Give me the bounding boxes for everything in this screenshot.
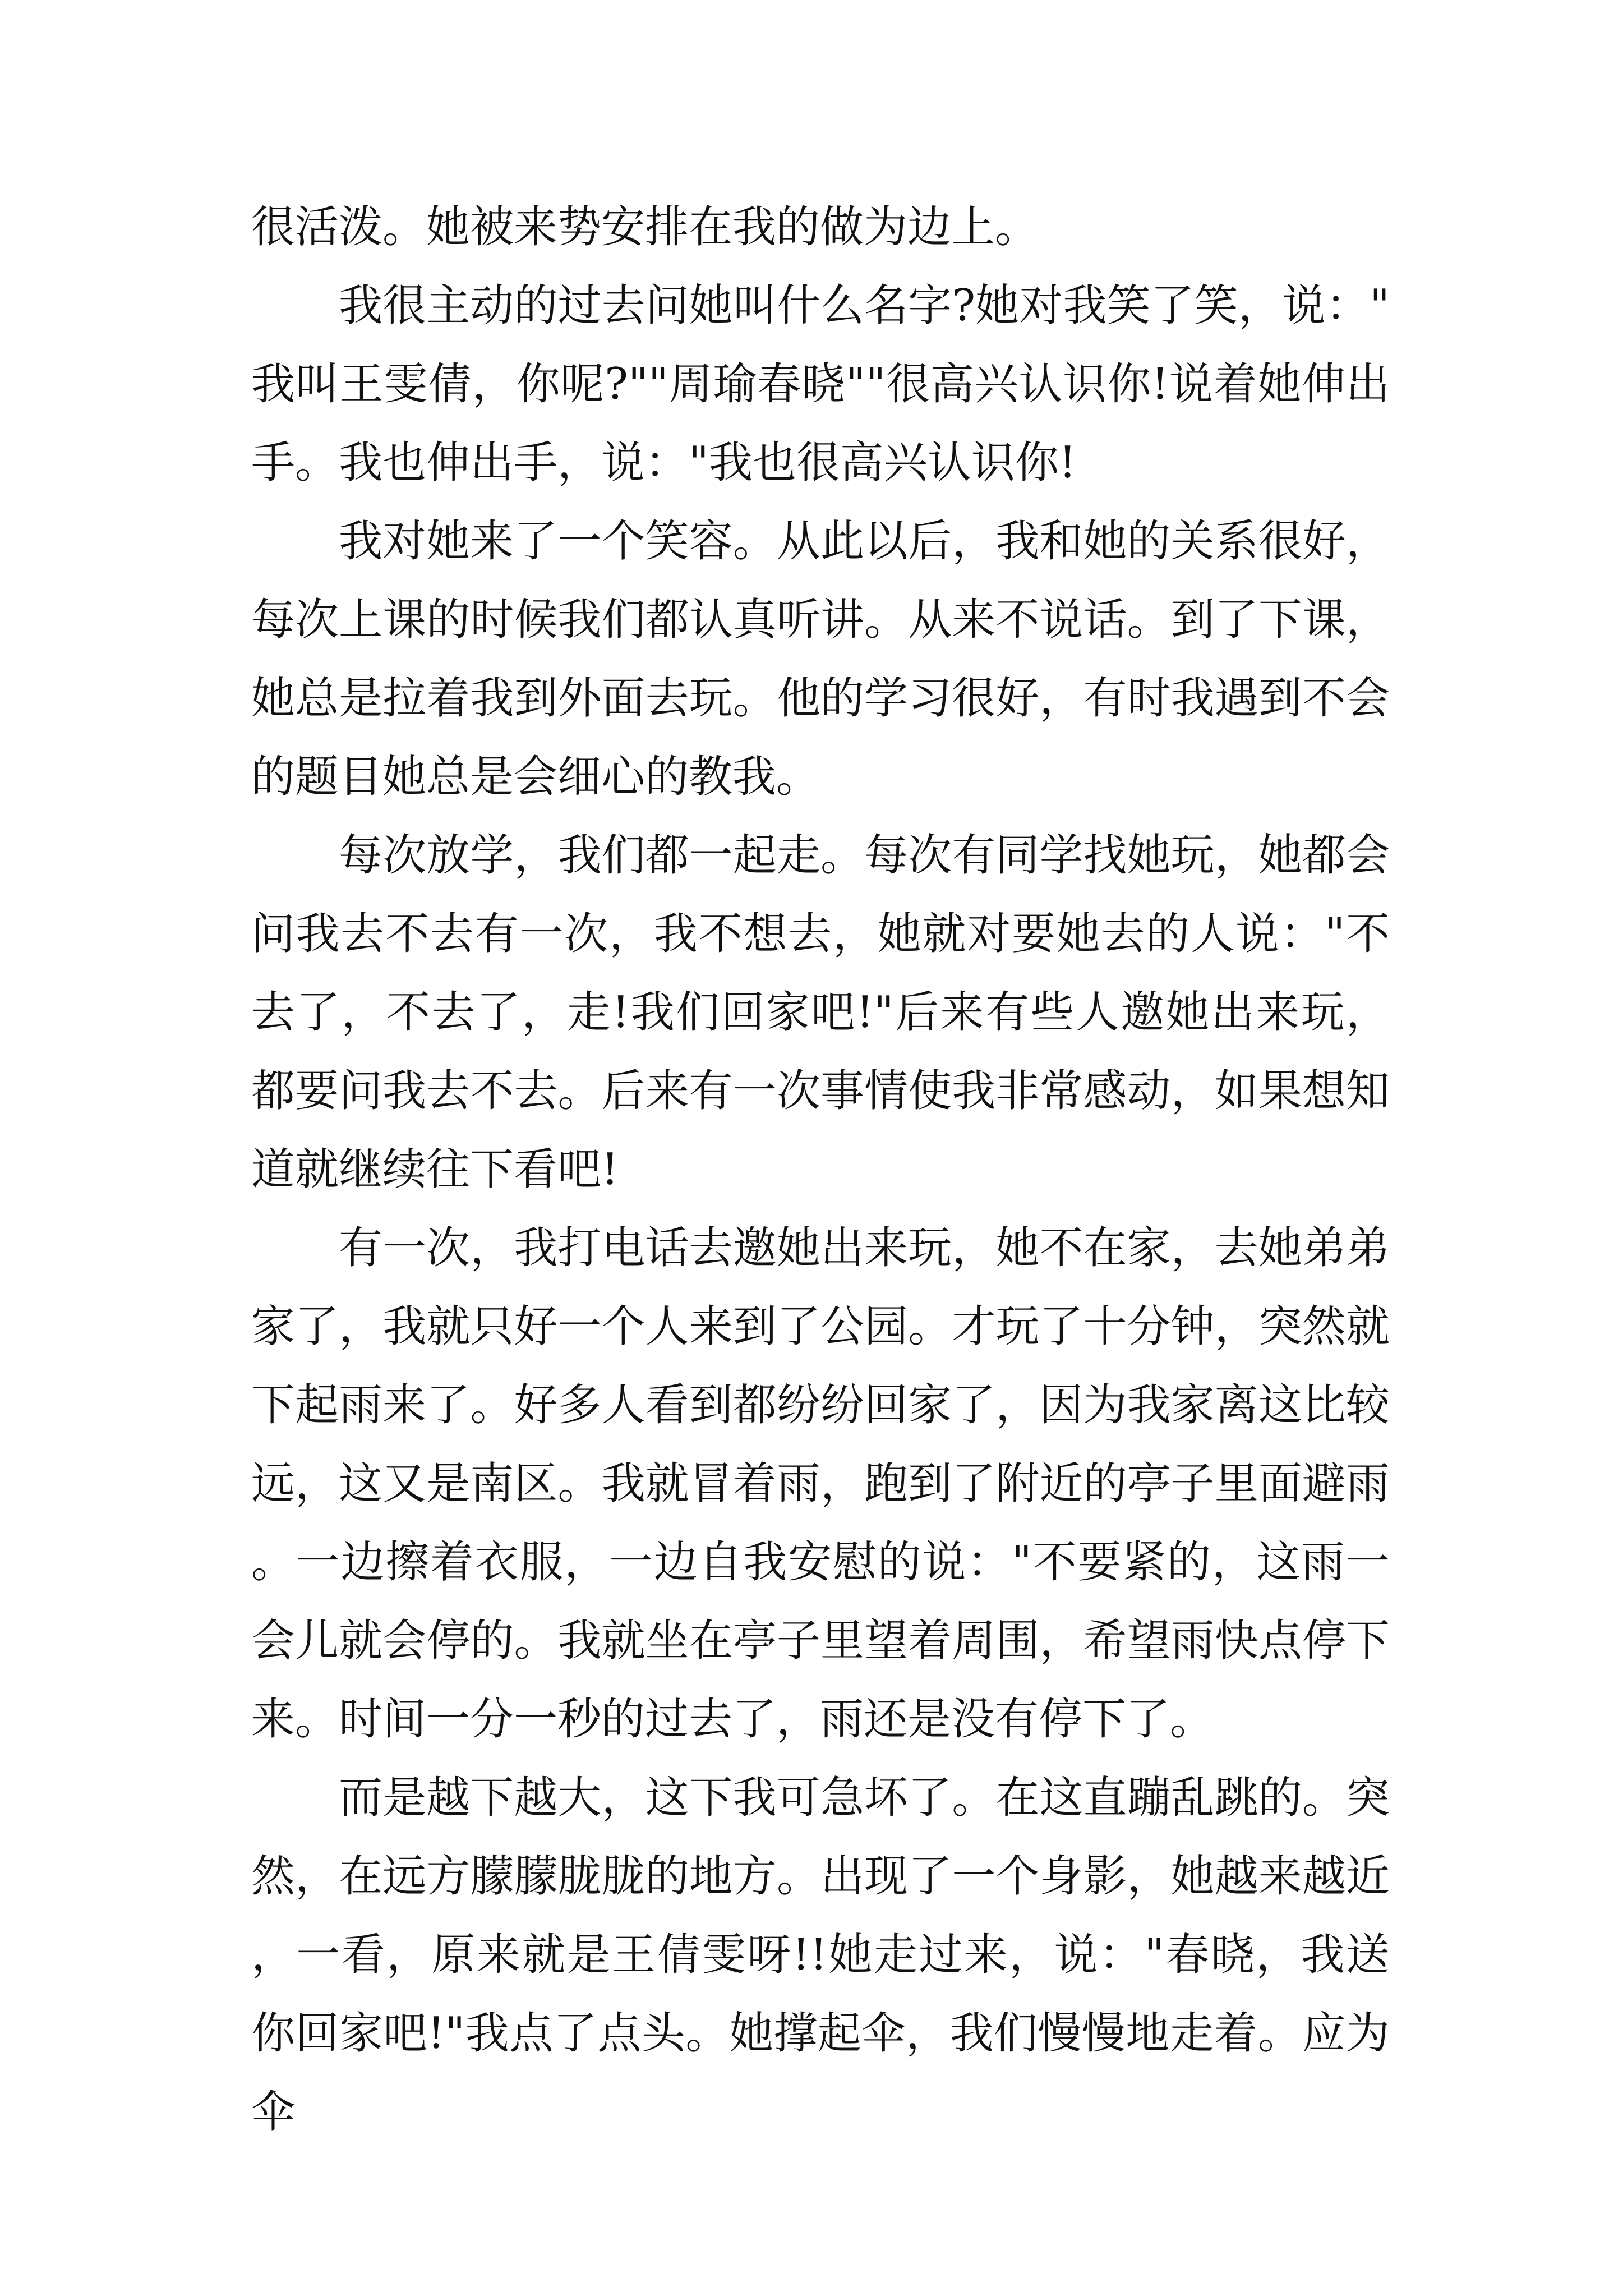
paragraph-4: 每次放学，我们都一起走。每次有同学找她玩，她都会问我去不去有一次，我不想去，她就对要她去的人说："不去了，不去了，走!我们回家吧!"后来有些人邀她出来玩，都要问我去不去。后来有一次事情使我非常感动，如果想知道就继续往下看吧! xyxy=(251,830,1390,1195)
paragraph-3: 我对她来了一个笑容。从此以后，我和她的关系很好，每次上课的时候我们都认真听讲。从来不说话。到了下课，她总是拉着我到外面去玩。他的学习很好，有时我遇到不会的题目她总是会细心的教我。 xyxy=(251,516,1390,802)
paragraph-5: 有一次，我打电话去邀她出来玩，她不在家，去她弟弟家了，我就只好一个人来到了公园。才玩了十分钟，突然就下起雨来了。好多人看到都纷纷回家了，因为我家离这比较远，这又是南区。我就冒着雨，跑到了附近的亭子里面避雨。一边擦着衣服，一边自我安慰的说："不要紧的，这雨一会儿就会停的。我就坐在亭子里望着周围，希望雨快点停下来。时间一分一秒的过去了，雨还是没有停下了。 xyxy=(251,1223,1390,1745)
paragraph-1: 很活泼。她被来势安排在我的做为边上。 xyxy=(251,202,1039,252)
document-body xyxy=(251,188,1390,2151)
paragraph-2: 我很主动的过去问她叫什么名字?她对我笑了笑，说："我叫王雯倩，你呢?""周瑜春晓""很高兴认识你!说着她伸出手。我也伸出手，说："我也很高兴认识你! xyxy=(251,280,1390,488)
paragraph-6: 而是越下越大，这下我可急坏了。在这直蹦乱跳的。突然，在远方朦朦胧胧的地方。出现了一个身影，她越来越近，一看，原来就是王倩雯呀!!她走过来，说："春晓，我送你回家吧!"我点了点头。她撑起伞，我们慢慢地走着。应为伞 xyxy=(251,1773,1390,2137)
